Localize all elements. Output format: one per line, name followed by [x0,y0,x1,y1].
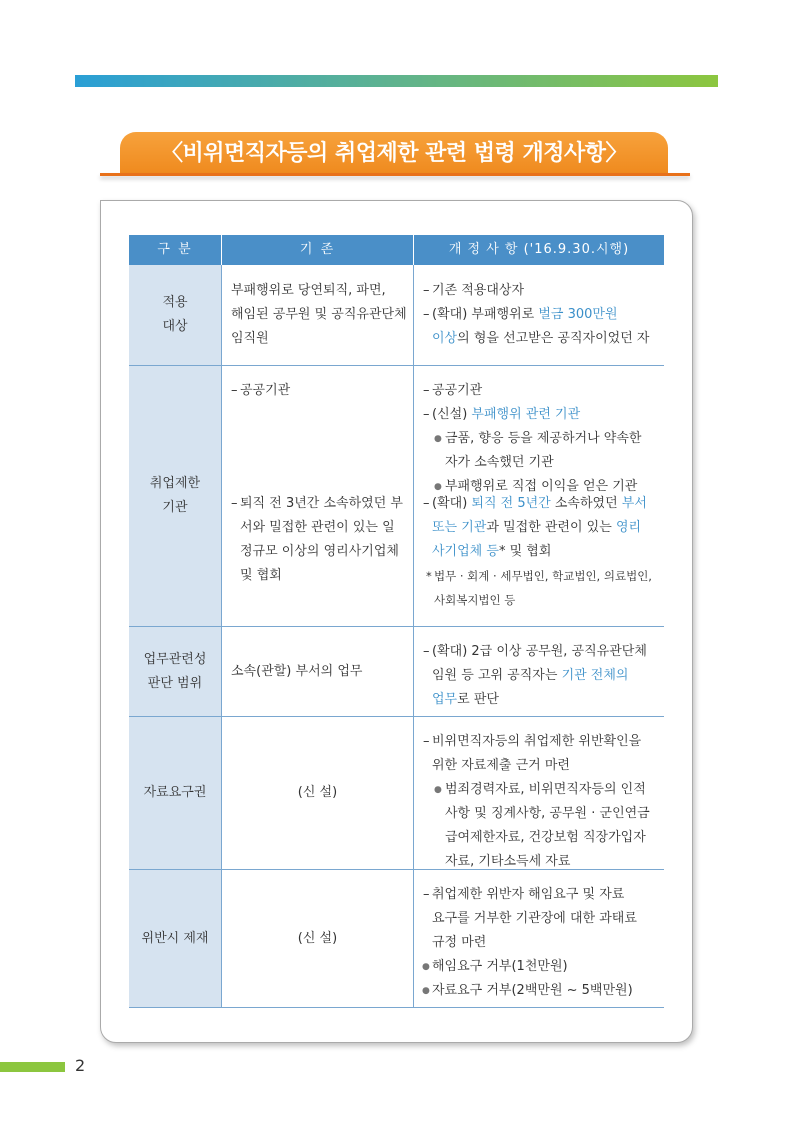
text-line [414,931,664,955]
text-line [414,327,664,351]
highlighted-text: 이상 [432,331,458,346]
revised-cell [414,627,664,716]
text-line [222,279,413,303]
text-segment: (확대) 부패행위로 [432,307,539,322]
text-line [414,279,664,303]
text-segment: 비위면직자등의 취업제한 위반확인을 [432,734,642,749]
text-line [414,754,664,778]
text-segment: 해임된 공무원 및 공직유관단체 [231,307,407,322]
highlighted-text: 또는 기관 [432,520,487,535]
text-line [414,802,664,826]
text-segment: 자가 소속했던 기관 [445,455,554,470]
existing-cell [222,717,414,869]
text-line [222,492,413,516]
text-segment: 자료요구 거부(2백만원 ~ 5백만원) [432,983,633,998]
text-line [222,540,413,564]
text-block [414,883,664,1003]
existing-cell [222,366,414,626]
text-block [222,279,413,351]
category-line: 적용 [162,295,188,310]
text-line [414,564,664,588]
existing-cell [222,870,414,1007]
page-marker-bar [0,1062,65,1072]
category-cell [129,717,222,869]
text-segment: 자료, 기타소득세 자료 [445,854,571,869]
highlighted-text: 벌금 300만원 [538,307,618,322]
text-segment: 소속하였던 [550,496,622,511]
text-segment: 범죄경력자료, 비위면직자등의 인적 [445,782,646,797]
text-segment: 서와 밀접한 관련이 있는 일 [240,520,395,535]
text-block [222,492,413,588]
text-line [414,688,664,712]
text-line [414,588,664,612]
highlighted-text: 부패행위 관련 기관 [471,407,581,422]
text-block [414,640,664,712]
header-existing: 기 존 [222,235,414,265]
text-line [222,516,413,540]
category-line: 대상 [162,319,188,334]
text-segment: 임직원 [231,331,269,346]
text-block [414,492,664,612]
page-number: 2 [75,1056,86,1075]
text-segment: 급여제한자료, 건강보험 직장가입자 [445,830,646,845]
text-segment: 취업제한 위반자 해임요구 및 자료 [432,887,625,902]
text-segment: (신설) [432,407,472,422]
category-label [144,781,207,805]
highlighted-text: 부서 [621,496,647,511]
text-segment: 요구를 거부한 기관장에 대한 과태료 [432,911,637,926]
text-segment: 과 밀접한 관련이 있는 [486,520,616,535]
text-line [414,427,664,451]
table-row [129,627,664,717]
highlighted-text: 기관 전체의 [561,668,629,683]
text-line [414,778,664,802]
text-segment: 해임요구 거부(1천만원) [432,959,568,974]
existing-cell [222,627,414,716]
top-gradient-bar [75,75,718,87]
text-segment: 부패행위로 직접 이익을 얻은 기관 [445,479,638,494]
existing-text: (신 설) [297,785,338,800]
text-line [414,403,664,427]
existing-text: (신 설) [297,930,338,946]
text-segment: 공공기관 [432,383,483,398]
text-segment: * 및 협회 [498,544,552,559]
text-line [414,540,664,564]
text-segment: (확대) 2급 이상 공무원, 공직유관단체 [432,644,647,659]
category-cell [129,366,222,626]
text-segment: 위한 자료제출 근거 마련 [432,758,570,773]
text-line [414,907,664,931]
text-line [222,564,413,588]
text-line [414,664,664,688]
text-segment: 퇴직 전 3년간 소속하였던 부 [240,496,403,511]
text-segment: 로 판단 [457,692,499,707]
table-row [129,717,664,870]
category-label [150,472,200,520]
highlighted-text: 영리 [615,520,642,535]
text-segment: 사회복지법인 등 [434,593,516,607]
highlighted-text: 퇴직 전 5년간 [471,496,551,511]
text-segment: 법무 · 회계 · 세무법인, 학교법인, 의료법인, [434,569,652,583]
text-line [222,379,413,403]
text-segment: 사항 및 징계사항, 공무원 · 군인연금 [445,806,650,821]
category-line: 판단 범위 [147,675,203,691]
category-label [144,648,207,696]
text-segment: (확대) [432,496,472,511]
text-line [414,826,664,850]
text-line [222,327,413,351]
category-line: 기관 [162,500,188,515]
header-revised: 개 정 사 항 ('16.9.30.시행) [414,235,664,265]
text-line [414,979,664,1003]
category-cell [129,870,222,1007]
table-row [129,870,664,1008]
text-line [414,955,664,979]
text-line [414,883,664,907]
existing-text: 소속(관할) 부서의 업무 [231,663,363,679]
text-line [414,303,664,327]
title-underline [100,173,690,176]
revised-cell [414,366,664,626]
text-segment: 공공기관 [240,383,291,398]
text-segment: 부패행위로 당연퇴직, 파면, [231,283,386,298]
text-segment: 정규모 이상의 영리사기업체 [240,544,399,559]
text-line [414,492,664,516]
text-line [414,730,664,754]
highlighted-text: 업무 [432,692,458,707]
text-line [414,516,664,540]
category-line: 자료요구권 [143,785,207,800]
revised-cell [414,717,664,869]
category-label [142,927,209,951]
category-cell [129,265,222,365]
text-segment: 및 협회 [240,568,282,583]
text-block [414,279,664,351]
text-line [414,451,664,475]
category-label [162,291,187,339]
existing-cell [222,265,414,365]
text-block [414,730,664,874]
category-cell [129,627,222,716]
text-segment: 임원 등 고위 공직자는 [432,668,562,683]
category-line: 위반시 제재 [141,930,209,946]
highlighted-text: 사기업체 등 [432,544,499,559]
revised-cell [414,265,664,365]
text-segment: 규정 마련 [432,935,487,950]
text-line [222,303,413,327]
category-line: 취업제한 [149,476,201,491]
table-row [129,366,664,627]
text-block [222,379,413,403]
text-line [414,640,664,664]
table-row [129,265,664,366]
category-line: 업무관련성 [143,651,207,667]
text-segment: 기존 적용대상자 [432,283,525,298]
text-line [414,379,664,403]
text-segment: 의 형을 선고받은 공직자이었던 자 [457,331,650,346]
page-title: 〈비위면직자등의 취업제한 관련 법령 개정사항〉 [120,132,668,174]
text-block [414,379,664,499]
header-category: 구 분 [129,235,222,265]
text-segment: 금품, 향응 등을 제공하거나 약속한 [445,431,642,446]
revised-cell [414,870,664,1007]
